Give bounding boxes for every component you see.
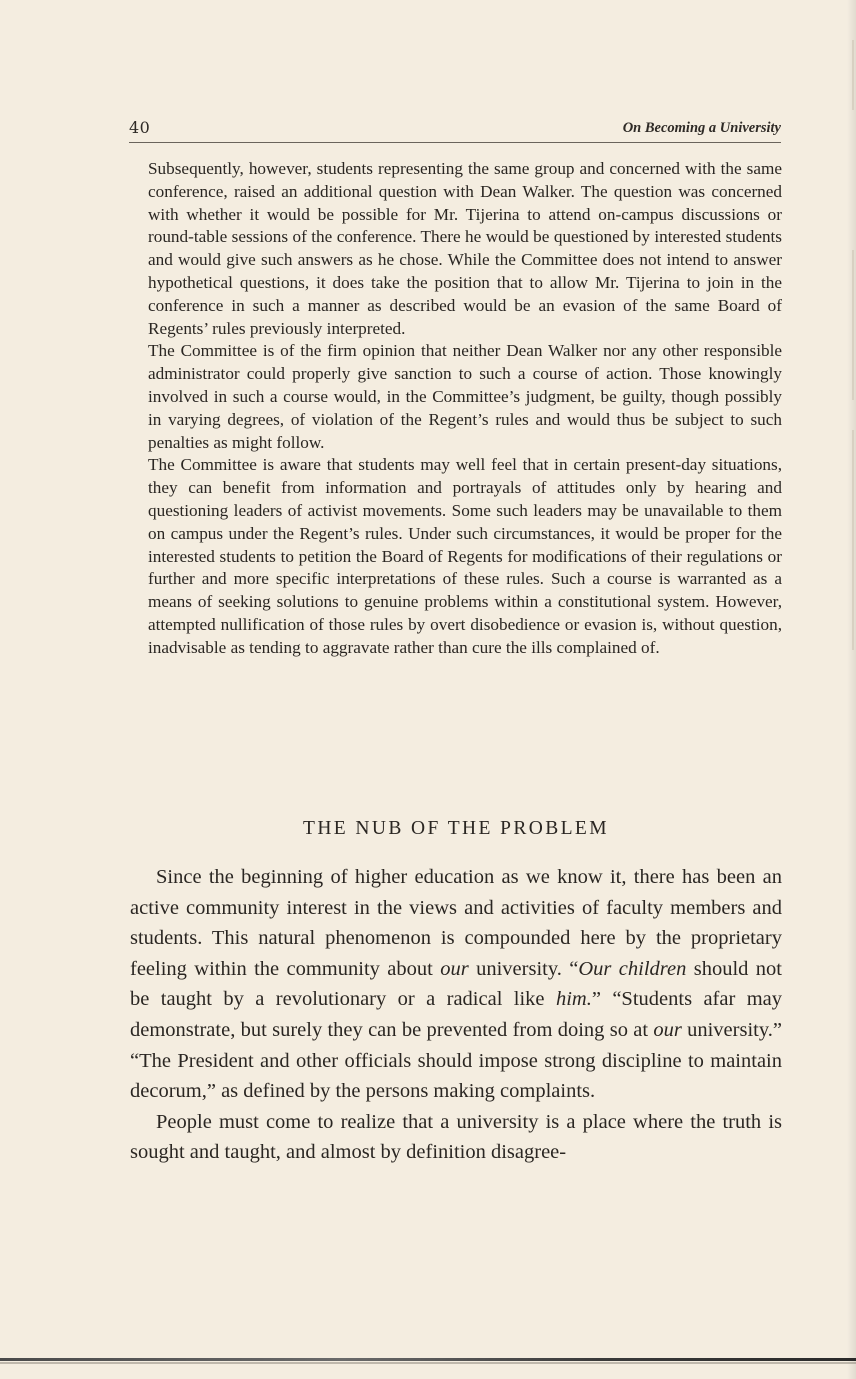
italic-text: him. xyxy=(555,988,592,1011)
paragraph: The Committee is of the firm opinion that neither Dean Walker nor any other responsible administrator could properly give sanction to such a course of action. Those knowingly involved in such a course would, in the Committee’s judgment, be guilty, though possibly in varying degrees, of violation of the Regent’s rules and would thus be subject to such penalties as might follow. xyxy=(148,341,782,452)
italic-text: our xyxy=(440,957,469,980)
main-text-block xyxy=(130,862,782,1168)
running-head xyxy=(129,118,781,143)
book-title: On Becoming a University xyxy=(622,120,781,136)
page-number: 40 xyxy=(129,118,151,137)
paragraph: Subsequently, however, students representing the same group and concerned with the same conference, raised an additional question with Dean Walker. The question was concerned with whether it would be possible for Mr. Tijerina to attend on-campus discussions or round-table sessions of the conference. There he would be questioned by interested students and would give such answers as he chose. While the Committee does not intend to answer hypothetical questions, it does take the position that to allow Mr. Tijerina to join in the conference in such a manner as described would be an evasion of the same Board of Regents’ rules previously interpreted. xyxy=(148,159,782,338)
text-run: Since the beginning of higher education as we know it, there has been an active community interest in the views and activities of faculty members and students. This natural phenomenon is compounded here by the proprietary feeling within the community about xyxy=(130,866,782,980)
text-run: university.” “The President and other officials should impose strong discipline to maintain decorum,” as defined by the persons making complaints. xyxy=(130,1018,782,1103)
italic-text: our xyxy=(653,1018,682,1041)
scan-bottom-edge-shadow xyxy=(0,1362,856,1364)
section-heading: THE NUB OF THE PROBLEM xyxy=(303,818,609,839)
italic-text: Our children xyxy=(578,957,687,980)
text-run: ” “Students afar may demonstrate, but surely they can be prevented from doing so at xyxy=(130,988,783,1041)
text-run: university. “ xyxy=(468,957,579,980)
scan-bottom-edge xyxy=(0,1358,856,1361)
paragraph: The Committee is aware that students may well feel that in certain present-day situations, they can benefit from information and portrayals of attitudes only by hearing and questioning leaders of activist movements. Some such leaders may be unavailable to them on campus under the Regent’s rules. Under such circumstances, it would be proper for the interested students to petition the Board of Regents for modifications of their regulations or further and more specific interpretations of these rules. Such a course is warranted as a means of seeking solutions to genuine problems within a constitutional system. However, attempted nullification of those rules by overt disobedience or evasion is, without question, inadvisable as tending to aggravate rather than cure the ills complained of. xyxy=(148,455,782,657)
paragraph xyxy=(130,862,782,1107)
page-edge-mark xyxy=(852,40,854,110)
page-edge-mark xyxy=(852,250,854,400)
page-edge-shadow xyxy=(847,0,856,1379)
text-run: should not be taught by a revolutionary or a radical like xyxy=(130,957,783,1011)
paragraph: People must come to realize that a university is a place where the truth is sought and taught, and almost by definition disagree- xyxy=(130,1110,782,1164)
page-edge-mark xyxy=(852,430,854,650)
committee-text-block xyxy=(148,158,782,660)
